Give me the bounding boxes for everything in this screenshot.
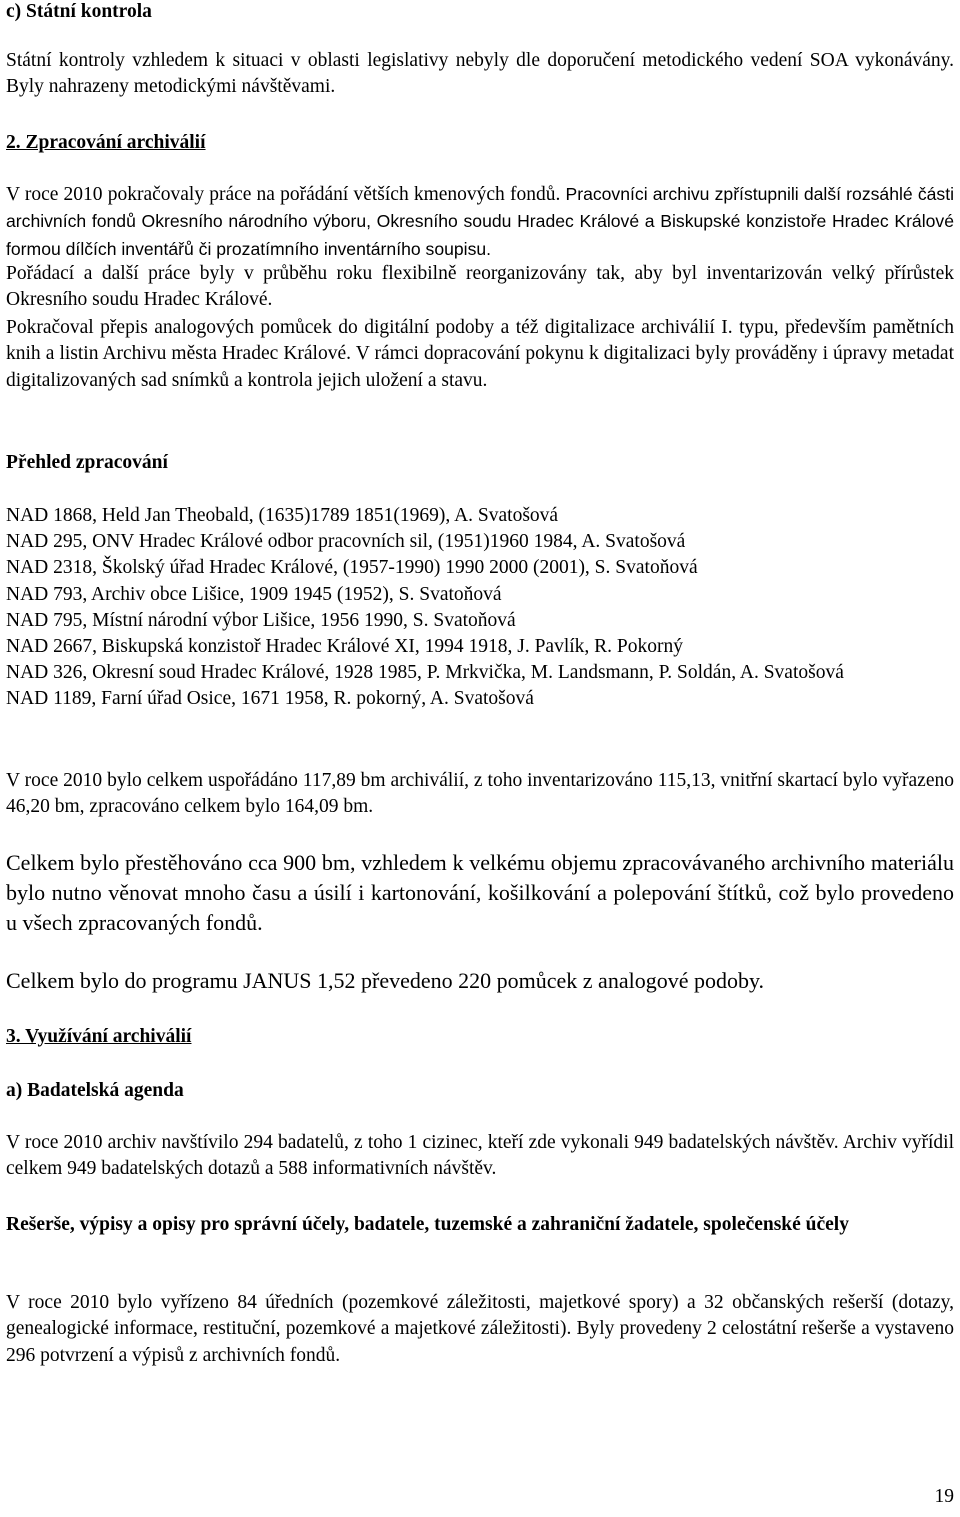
- section-2-heading: 2. Zpracování archiválií: [6, 132, 206, 153]
- summary-paragraph-3: Celkem bylo do programu JANUS 1,52 převedeno 220 pomůcek z analogové podoby.: [6, 968, 765, 993]
- nad-item: NAD 326, Okresní soud Hradec Králové, 1928 1985, P. Mrkvička, M. Landsmann, P. Soldán, A. Svatošová: [6, 662, 844, 684]
- section-c-heading: c) Státní kontrola: [6, 1, 152, 22]
- reserse-heading: Rešerše, výpisy a opisy pro správní účely, badatele, tuzemské a zahraniční žadatele, společenské účely: [6, 1214, 849, 1235]
- nad-item: NAD 793, Archiv obce Lišice, 1909 1945 (1952), S. Svatoňová: [6, 583, 502, 605]
- nad-item: NAD 295, ONV Hradec Králové odbor pracovních sil, (1951)1960 1984, A. Svatošová: [6, 531, 686, 553]
- section-2-paragraph-b: Pořádací a další práce byly v průběhu roku flexibilně reorganizovány tak, aby byl inventarizován velký přírůstek Okresního soudu Hradec Králové.: [6, 263, 954, 311]
- nad-item: NAD 1868, Held Jan Theobald, (1635)1789 1851(1969), A. Svatošová: [6, 505, 559, 526]
- section-2-paragraph-c: Pokračoval přepis analogových pomůcek do digitální podoby a též digitalizace archiválií I. typu, především pamětních knih a listin Archivu města Hradec Králové. V rámci dopracování pokynu k digitalizaci byly prováděny i úpravy metadat digitalizovaných sad snímků a kontrola jejich uložení a stavu.: [6, 317, 954, 391]
- reserse-paragraph: V roce 2010 bylo vyřízeno 84 úředních (pozemkové záležitosti, majetkové spory) a 32 občanských rešerší (dotazy, genealogické informace, restituční, pozemkové a majetkové záležitosti). Byly provedeny 2 celostátní rešerše a vystaveno 296 potvrzení a výpisů z archivních fondů.: [6, 1292, 954, 1366]
- page-number: 19: [934, 1486, 954, 1507]
- nad-item: NAD 1189, Farní úřad Osice, 1671 1958, R. pokorný, A. Svatošová: [6, 688, 534, 710]
- section-c-paragraph: Státní kontroly vzhledem k situaci v oblasti legislativy nebyly dle doporučení metodického vedení SOA vykonávány. Byly nahrazeny metodickými návštěvami.: [6, 50, 954, 98]
- nad-item: NAD 2318, Školský úřad Hradec Králové, (1957-1990) 1990 2000 (2001), S. Svatoňová: [6, 557, 698, 579]
- badatelska-agenda-paragraph: V roce 2010 archiv navštívilo 294 badatelů, z toho 1 cizinec, kteří zde vykonali 949 badatelských návštěv. Archiv vyřídil celkem 949 badatelských dotazů a 588 informativních návštěv.: [6, 1132, 954, 1180]
- prehled-heading: Přehled zpracování: [6, 452, 168, 473]
- section-2-paragraph-a-serif: V roce 2010 pokračovaly práce na pořádání větších kmenových fondů.: [6, 184, 561, 205]
- nad-item: NAD 2667, Biskupská konzistoř Hradec Králové XI, 1994 1918, J. Pavlík, R. Pokorný: [6, 636, 684, 658]
- nad-item: NAD 795, Místní národní výbor Lišice, 1956 1990, S. Svatoňová: [6, 609, 516, 631]
- summary-paragraph-1: V roce 2010 bylo celkem uspořádáno 117,89 bm archiválií, z toho inventarizováno 115,13, vnitřní skartací bylo vyřazeno 46,20 bm, zpracováno celkem bylo 164,09 bm.: [6, 770, 954, 818]
- nad-list: [6, 503, 954, 713]
- badatelska-agenda-heading: a) Badatelská agenda: [6, 1080, 184, 1101]
- section-2-paragraph-a-sans: Pracovníci archivu zpřístupnili další rozsáhlé části archivních fondů Okresního národního výboru, Okresního soudu Hradec Králové a Biskupské konzistoře Hradec Králové formou dílčích inventářů či prozatímního inventárního soupisu.: [6, 184, 955, 259]
- section-3-heading: 3. Využívání archiválií: [6, 1026, 192, 1047]
- summary-paragraph-2: Celkem bylo přestěhováno cca 900 bm, vzhledem k velkému objemu zpracovávaného archivního materiálu bylo nutno věnovat mnoho času a úsilí i kartonování, košilkování a polepování štítků, což bylo provedeno u všech zpracovaných fondů.: [6, 850, 954, 935]
- section-2-paragraph-a: [6, 181, 954, 263]
